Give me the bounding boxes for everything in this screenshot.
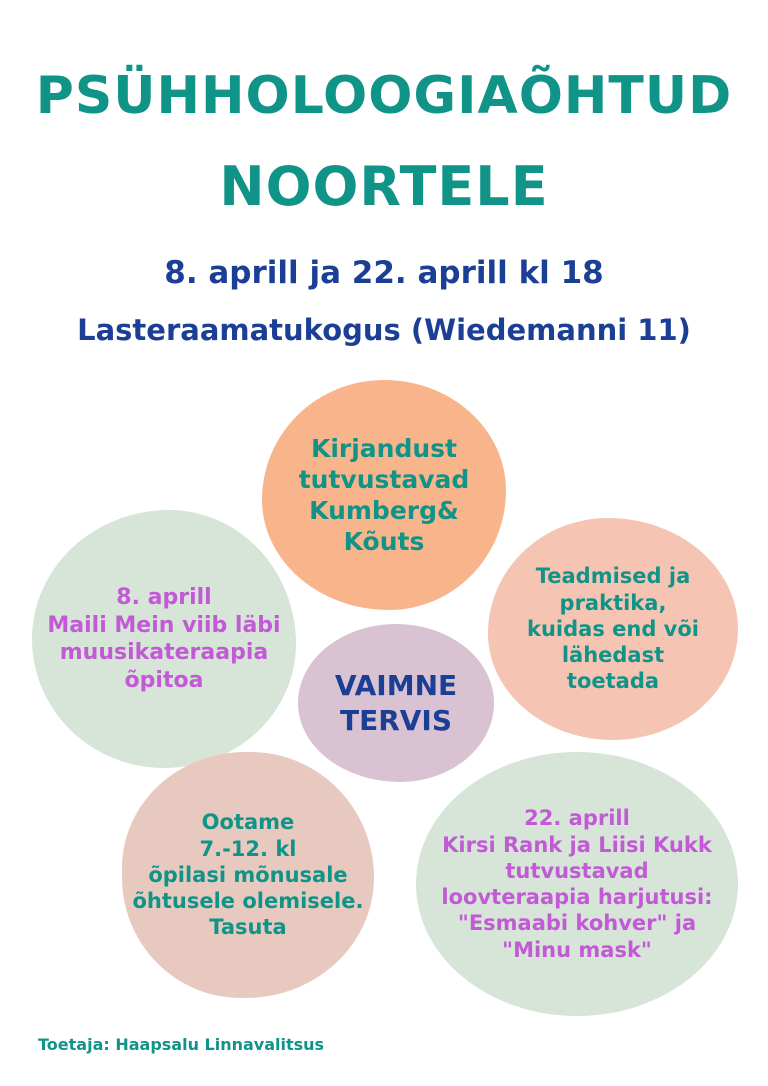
sponsor-credit: Toetaja: Haapsalu Linnavalitsus [38,1035,325,1054]
art-therapy-line: "Minu mask" [502,937,652,962]
welcome-line: Ootame [201,810,295,835]
music-therapy-line: muusikateraapia [59,640,269,665]
knowledge-line: praktika, [559,590,667,615]
welcome-line: õhtusele olemisele. [132,889,364,914]
knowledge-line: toetada [566,669,660,694]
knowledge-line: kuidas end või [527,616,699,641]
art-therapy-blob [416,752,738,1016]
mental-health-text [335,668,457,738]
welcome-line: 7.-12. kl [199,836,297,861]
literature-text [299,433,470,558]
music-therapy-line: õpitoa [124,667,204,693]
welcome-blob [122,752,374,998]
art-therapy-line: loovteraapia harjutusi: [441,885,713,909]
knowledge-line: lähedast [561,643,665,668]
mental-health-line: TERVIS [339,704,453,737]
page-title-line-2: NOORTELE [219,155,549,218]
art-therapy-line: tutvustavad [505,858,649,883]
literature-blob [262,380,506,610]
event-dates: 8. aprill ja 22. aprill kl 18 [164,255,604,291]
art-therapy-line: Kirsi Rank ja Liisi Kukk [442,832,712,857]
mental-health-line: VAIMNE [334,669,458,702]
welcome-line: Tasuta [209,915,287,940]
music-therapy-blob [32,510,296,768]
knowledge-text [527,563,699,694]
knowledge-blob [488,518,738,740]
page-title-line-1: PSÜHHOLOOGIAÕHTUD [35,66,733,126]
art-therapy-line: 22. aprill [524,806,630,831]
music-therapy-line: Maili Mein viib läbi [47,612,281,638]
literature-line: Kõuts [343,527,425,557]
music-therapy-text [47,584,280,694]
literature-line: tutvustavad [298,464,470,494]
literature-line: Kumberg& [309,496,459,525]
art-therapy-text [441,805,712,963]
welcome-text [133,809,364,940]
welcome-line: õpilasi mõnusale [148,862,348,887]
knowledge-line: Teadmised ja [535,564,691,589]
event-venue: Lasteraamatukogus (Wiedemanni 11) [77,313,691,347]
literature-line: Kirjandust [310,433,458,463]
mental-health-blob [298,624,494,782]
music-therapy-line: 8. aprill [116,585,212,610]
art-therapy-line: "Esmaabi kohver" ja [457,911,697,936]
